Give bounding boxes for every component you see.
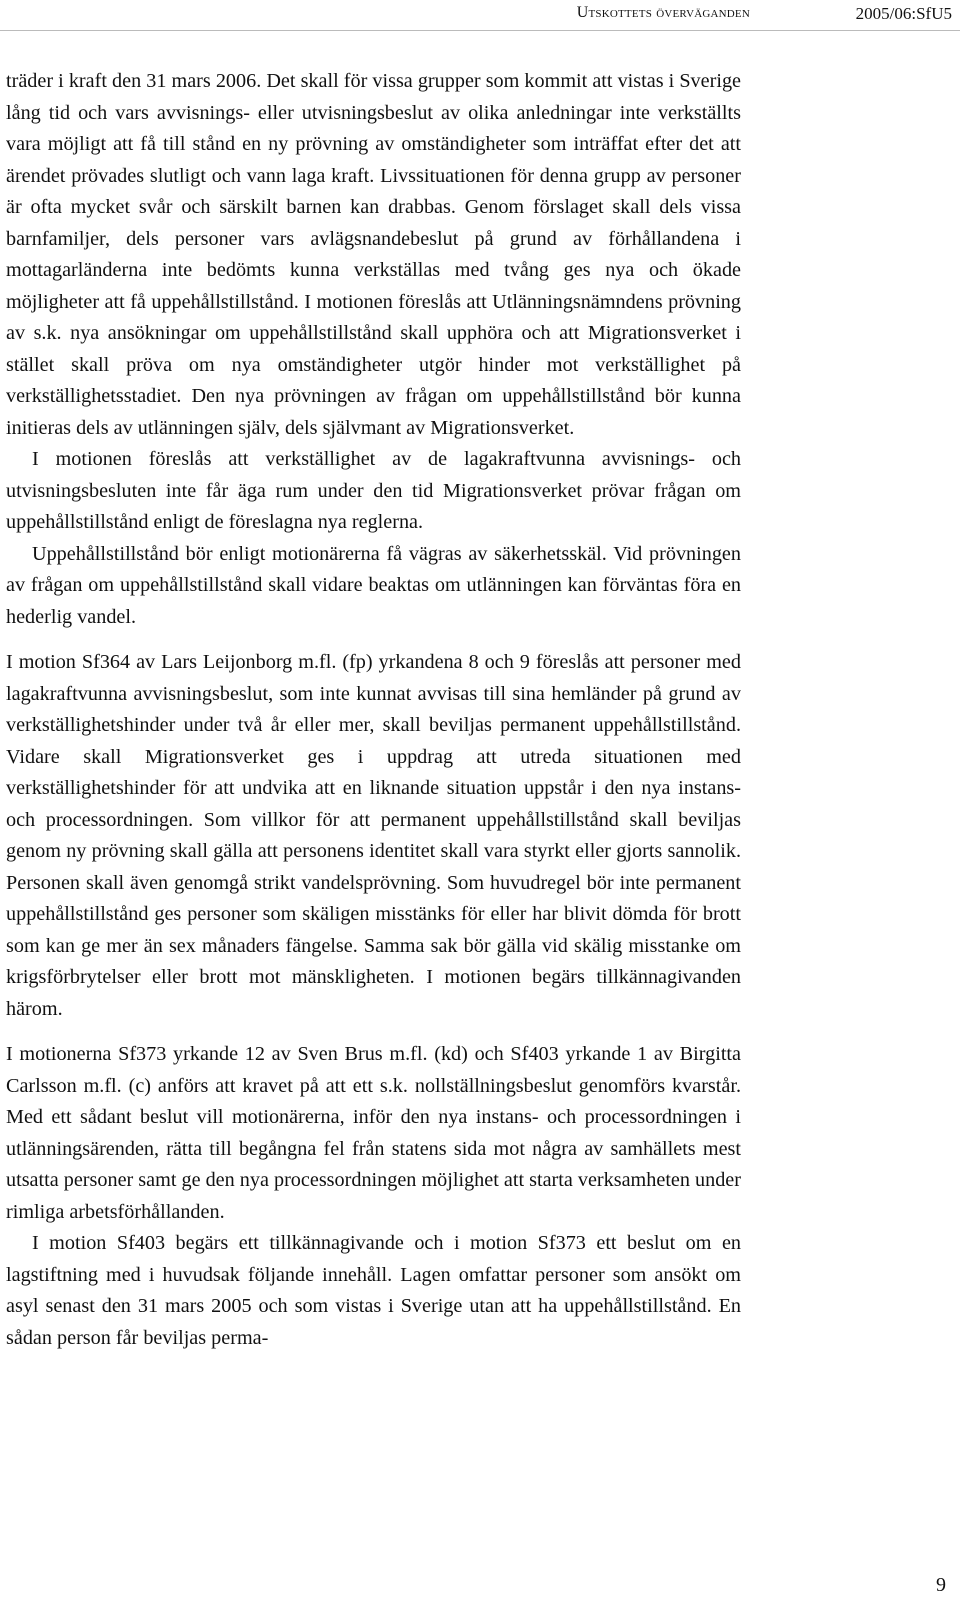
- body-text: [6, 66, 741, 1354]
- paragraph: Uppehållstillstånd bör enligt motionärerna få vägras av säkerhetsskäl. Vid prövningen av frågan om uppehållstillstånd skall vidare beaktas om utlänningen kan förväntas föra en hederlig vandel.: [6, 542, 741, 628]
- paragraph: I motion Sf403 begärs ett tillkännagivande och i motion Sf373 ett beslut om en lagstiftning med i huvudsak följande innehåll. Lagen omfattar personer som ansökt om asyl senast den 31 mars 2005 och som vistas i Sverige utan att ha uppehållstillstånd. En sådan person får beviljas perma-: [6, 1232, 741, 1349]
- header-rule: [0, 30, 960, 31]
- running-title: Utskottets överväganden: [576, 4, 750, 21]
- paragraph: I motion Sf364 av Lars Leijonborg m.fl. (fp) yrkandena 8 och 9 föreslås att personer med lagakraftvunna avvisningsbeslut, som inte kunnat avvisas till sina hemländer på grund av verkställighetshinder under två år eller mer, skall beviljas permanent uppehållstillstånd. Vidare skall Migrationsverket ges i uppdrag att utreda situationen med verkställighetshinder för att undvika att en liknande situation uppstår i den nya instans- och processordningen. Som villkor för att permanent uppehållstillstånd skall beviljas genom ny prövning skall gälla att personens identitet skall vara styrkt eller gjorts sannolik. Personen skall även genomgå strikt vandelsprövning. Som huvudregel bör inte permanent uppehållstillstånd ges personer som skäligen misstänks för eller har blivit dömda för brott som kan ge mer än sex månaders fängelse. Samma sak bör gälla vid skälig misstanke om krigsförbrytelser eller brott mot mänskligheten. I motionen begärs tillkännagivanden härom.: [6, 651, 741, 1020]
- page-header: [0, 4, 960, 30]
- paragraph: träder i kraft den 31 mars 2006. Det skall för vissa grupper som kommit att vistas i Sverige lång tid och vars avvisnings- eller utvisningsbeslut av olika anledningar inte verkställts vara möjligt att få till stånd en ny prövning av omständigheter som inträffat efter det att ärendet prövades slutligt och vann laga kraft. Livssituationen för denna grupp av personer är ofta mycket svår och särskilt barnen kan drabbas. Genom förslaget skall dels vissa barnfamiljer, dels personer vars avlägsnandebeslut på grund av förhållandena i mottagarländerna inte bedömts kunna verkställas med tvång ges nya och ökade möjligheter att få uppehållstillstånd. I motionen föreslås att Utlänningsnämndens prövning av s.k. nya ansökningar om uppehållstillstånd skall upphöra och att Migrationsverket i stället skall pröva om nya omständigheter utgör hinder mot verkställighet på verkställighetsstadiet. Den nya prövningen av frågan om uppehållstillstånd bör kunna initieras dels av utlänningen själv, dels självmant av Migrationsverket.: [6, 70, 741, 439]
- paragraph: I motionerna Sf373 yrkande 12 av Sven Brus m.fl. (kd) och Sf403 yrkande 1 av Birgitta Carlsson m.fl. (c) anförs att kravet på att ett s.k. nollställningsbeslut genomförs kvarstår. Med ett sådant beslut vill motionärerna, inför den nya instans- och processordningen i utlänningsärenden, rätta till begångna fel från statens sida mot några av samhällets mest utsatta personer samt ge den nya processordningen möjlighet att starta verksamheten under rimliga arbetsförhållanden.: [6, 1043, 741, 1223]
- paragraph: I motionen föreslås att verkställighet av de lagakraftvunna avvisnings- och utvisningsbesluten inte får äga rum under den tid Migrationsverket prövar frågan om uppehållstillstånd enligt de föreslagna nya reglerna.: [6, 448, 741, 533]
- page-number: 9: [936, 1574, 946, 1596]
- document-reference: 2005/06:SfU5: [855, 4, 952, 23]
